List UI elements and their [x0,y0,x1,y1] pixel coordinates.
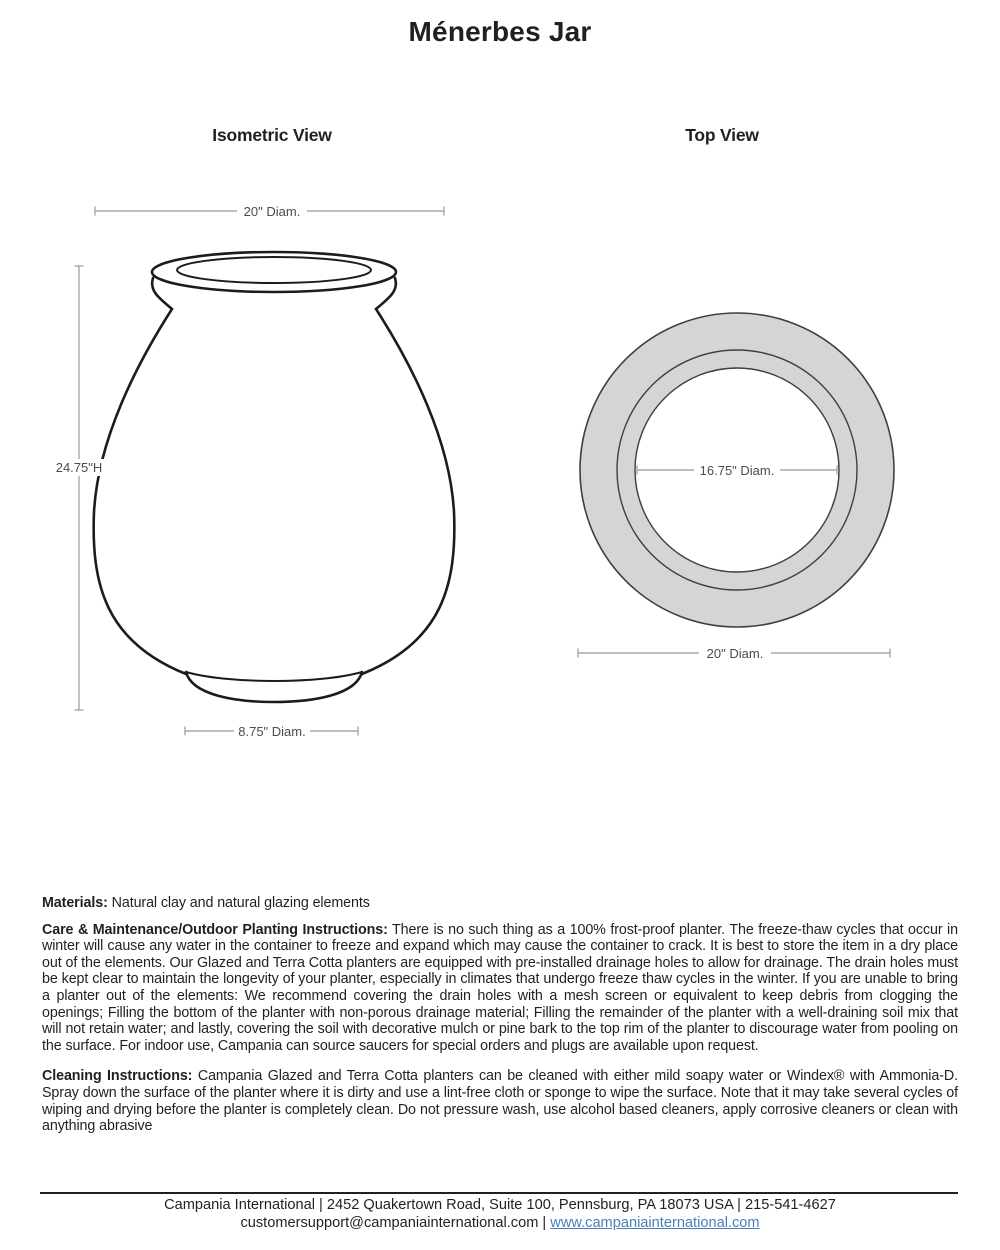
top-inner-diameter-label: 16.75" Diam. [699,463,775,478]
cleaning-text: Campania Glazed and Terra Cotta planters can be cleaned with either mild soapy water or Windex® with Ammonia-D. Spray down the surface of the planter where it is dirty and use a lint-free cloth or sponge to wipe the surface. Note that it may take several cycles of wiping and drying before the planter is completely clean. Do not pressure wash, use alcohol based cleaners, apply corrosive cleaners or clean with anything abrasive [42,1068,958,1135]
materials-label: Materials: [42,895,108,911]
footer-email: customersupport@campaniainternational.com [240,1214,539,1231]
instructions-section [42,895,958,1135]
isometric-view-drawing [94,252,455,702]
materials-paragraph [42,895,958,912]
page-title: Ménerbes Jar [408,16,592,47]
jar-rim-inner [177,257,371,283]
cleaning-paragraph [42,1068,958,1134]
jar-foot-top [186,672,362,681]
care-maintenance-paragraph [42,922,958,1055]
iso-bottom-diameter-label: 8.75" Diam. [238,724,306,739]
care-maintenance-text: There is no such thing as a 100% frost-proof planter. The freeze-thaw cycles that occur in winter will cause any water in the container to freeze and expand which may cause the container to crack. It is best to store the item in a dry place out of the elements. Our Glazed and Terra Cotta planters are equipped with pre-installed drainage holes to allow for drainage. The drain holes must be kept clear to maintain the longevity of your planter, especially in climates that undergo freeze thaw cycles in the winter. If you are unable to bring a planter out of the elements: We recommend covering the drain holes with a mesh screen or equivalent to keep debris from clogging the openings; Filling the bottom of the planter with non-porous drainage material; Filling the remainder of the planter with a well-draining soil mix that will not retain water; and lastly, covering the soil with decorative mulch or pine bark to the top rim of the planter to discourage water from pooling on the surface. For indoor use, Campania can source saucers for special orders and plugs are available upon request. [42,921,958,1054]
footer [0,1197,1000,1232]
isometric-view-label: Isometric View [212,125,332,145]
jar-body-right [362,278,454,674]
footer-separator: | [542,1214,547,1231]
top-outer-diameter-label: 20" Diam. [706,646,764,661]
iso-height-label: 24.75"H [55,460,103,475]
iso-top-diameter-label: 20" Diam. [243,204,301,219]
footer-divider [40,1192,958,1194]
top-view-label: Top View [685,125,759,145]
footer-website-link[interactable]: www.campaniainternational.com [550,1214,760,1231]
footer-address-line: Campania International | 2452 Quakertown Road, Suite 100, Pennsburg, PA 18073 USA | 215-541-4627 [164,1197,836,1213]
care-maintenance-label: Care & Maintenance/Outdoor Planting Instructions: [42,921,388,938]
materials-text: Natural clay and natural glazing elements [111,895,370,911]
cleaning-label: Cleaning Instructions: [42,1068,193,1085]
iso-height-dimension [75,266,84,710]
footer-contact-line [0,1215,1000,1233]
